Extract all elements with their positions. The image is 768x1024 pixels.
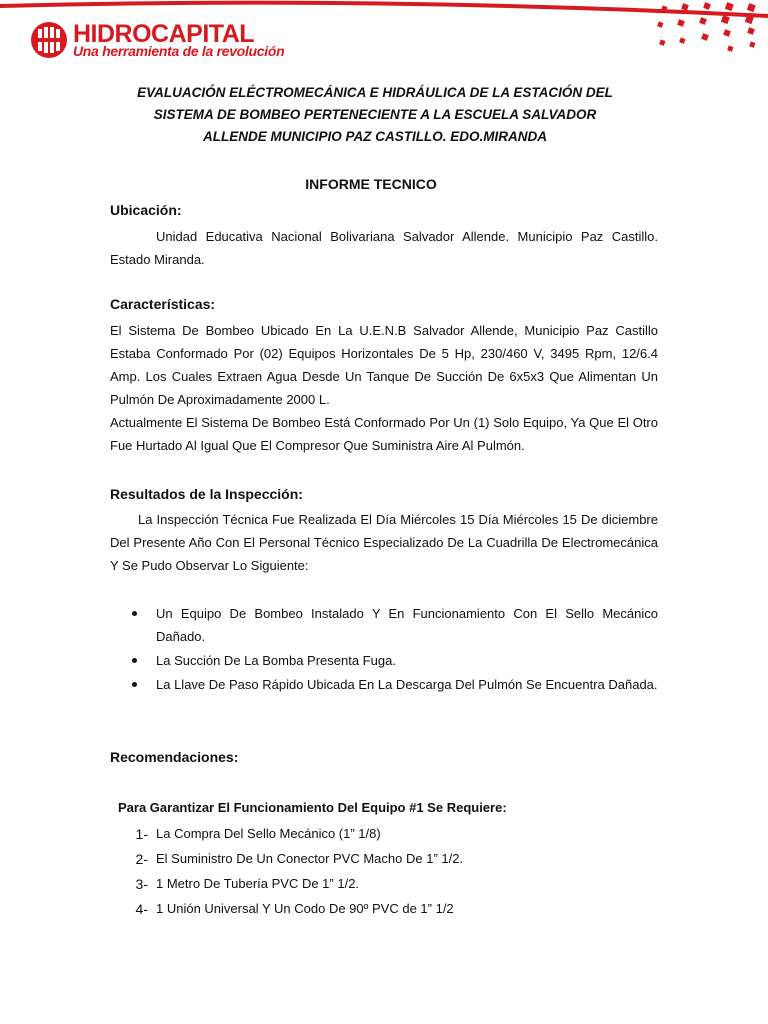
recomendaciones-subheading: Para Garantizar El Funcionamiento Del Equipo #1 Se Requiere:	[118, 800, 507, 815]
caracteristicas-paragraph-1: El Sistema De Bombeo Ubicado En La U.E.N.B Salvador Allende, Municipio Paz Castillo Estaba Conformado Por (02) Equipos Horizontales De 5 Hp, 230/460 V, 3495 Rpm, 12/6.4 Amp. Los Cuales Extraen Agua Desde Un Tanque De Succión De 6x5x3 Que Alimentan Un Pulmón De Aproximadamente 2000 L.	[110, 323, 658, 407]
list-item	[110, 673, 658, 696]
list-item	[110, 649, 658, 672]
logo-emblem-icon	[29, 20, 69, 60]
logo-tagline: Una herramienta de la revolución	[73, 43, 285, 59]
logo-title: HIDROCAPITAL	[73, 20, 255, 48]
bullet-icon	[110, 673, 156, 696]
item-text: El Suministro De Un Conector PVC Macho De 1” 1/2.	[156, 851, 464, 866]
item-text: 1 Unión Universal Y Un Codo De 90º PVC de 1” 1/2	[156, 901, 454, 916]
title-line-2: SISTEMA DE BOMBEO PERTENECIENTE A LA ESCUELA SALVADOR	[153, 107, 597, 122]
document-title	[100, 82, 650, 148]
hidrocapital-logo	[29, 20, 285, 60]
bullet-text: La Llave De Paso Rápido Ubicada En La Descarga Del Pulmón Se Encuentra Dañada.	[156, 677, 658, 692]
list-item	[110, 896, 658, 921]
resultados-intro: La Inspección Técnica Fue Realizada El Día Miércoles 15 Día Miércoles 15 De diciembre Del Presente Año Con El Personal Técnico Especializado De La Cuadrilla De Electromecánica Y Se Pudo Observar Lo Siguiente:	[110, 512, 658, 573]
item-text: 1 Metro De Tubería PVC De 1” 1/2.	[156, 876, 360, 891]
bullet-icon	[110, 602, 156, 648]
list-item	[110, 821, 658, 846]
resultados-bullet-list	[110, 602, 658, 697]
item-number: 4-	[135, 900, 148, 917]
title-line-3: ALLENDE MUNICIPIO PAZ CASTILLO. EDO.MIRANDA	[203, 129, 547, 144]
bullet-icon	[110, 649, 156, 672]
list-item	[110, 871, 658, 896]
item-number: 3-	[135, 875, 148, 892]
ubicacion-text: Unidad Educativa Nacional Bolivariana Salvador Allende. Municipio Paz Castillo. Estado Miranda.	[110, 229, 658, 267]
item-text: La Compra Del Sello Mecánico (1” 1/8)	[156, 826, 381, 841]
bullet-text: Un Equipo De Bombeo Instalado Y En Funcionamiento Con El Sello Mecánico Dañado.	[156, 606, 658, 644]
ubicacion-heading: Ubicación:	[110, 202, 182, 218]
recomendaciones-heading: Recomendaciones:	[110, 749, 239, 765]
recomendaciones-numbered-list	[110, 821, 658, 921]
caracteristicas-paragraph-2: Actualmente El Sistema De Bombeo Está Conformado Por Un (1) Solo Equipo, Ya Que El Otro Fue Hurtado Al Igual Que El Compresor Que Suministra Aire Al Pulmón.	[110, 415, 658, 453]
caracteristicas-heading: Características:	[110, 296, 216, 312]
list-item	[110, 602, 658, 648]
item-number: 1-	[135, 825, 148, 842]
item-number: 2-	[135, 850, 148, 867]
header-dots-decoration	[650, 0, 768, 60]
bullet-text: La Succión De La Bomba Presenta Fuga.	[156, 653, 396, 668]
title-line-1: EVALUACIÓN ELÉCTROMECÁNICA E HIDRÁULICA DE LA ESTACIÓN DEL	[137, 85, 613, 100]
list-item	[110, 846, 658, 871]
resultados-heading: Resultados de la Inspección:	[110, 486, 303, 502]
report-title: INFORME TECNICO	[305, 176, 437, 192]
